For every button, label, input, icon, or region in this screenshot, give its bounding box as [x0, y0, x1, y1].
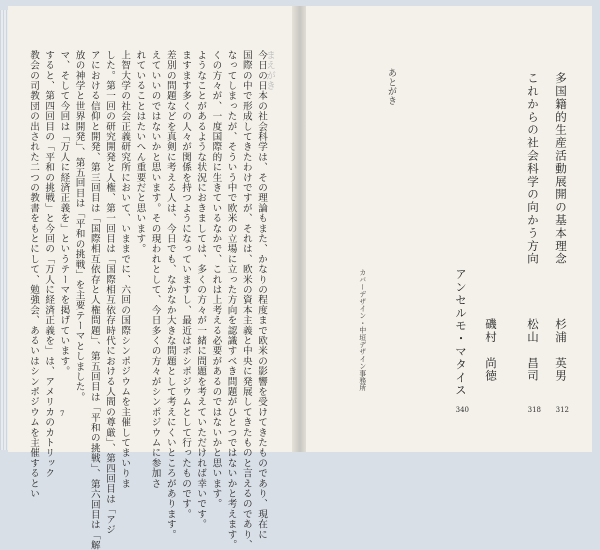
text-column: くの方々が、一度国際的に生きているなかで、これは上考える必要があるのではないかと思います。 — [210, 50, 222, 509]
right-page — [306, 6, 592, 452]
chapter-heading-left: まえがき — [264, 50, 275, 91]
text-column: ますます多くの人々が関係を持つようになっていますし、最近はポシポジウムとして行ったものです。 — [180, 50, 191, 520]
text-column: マ、そして今回は「万人に経済正義を」というテーマを掲げています。 — [58, 50, 70, 377]
contents-page-number: 312 — [555, 406, 569, 414]
text-column: 差別の問題などを真剣に考える人は、今日でも、なかなか大きな問題として考えにくいところがあります。 — [164, 50, 176, 540]
contents-author: 松山 昌司 — [526, 318, 540, 383]
contents-title: 多国籍的生産活動展開の基本理念 — [554, 72, 568, 266]
page-number: 7 — [60, 410, 65, 418]
contents-author: 磯村 尚徳 — [484, 318, 498, 383]
left-page — [8, 6, 294, 550]
text-column: 国際の中で形成してきたわけですが、それは、欧米の資本主義と中央に発展してきたものと言えるのであり、 — [240, 50, 252, 550]
text-column: れていることはたいへん重要だと思います。 — [134, 50, 146, 254]
contents-page-number: 318 — [527, 406, 541, 414]
contents-title: これからの社会科学の向かう方向 — [526, 72, 540, 266]
text-column: 今日の日本の社会科学は、その理論もまた、かなりの程度まで欧米の影響を受けてきたものであり、現在に — [256, 50, 267, 540]
contents-author: 杉浦 英男 — [554, 318, 568, 383]
design-credit: カバーデザイン・中垣デザイン事務所 — [357, 269, 366, 392]
contents-author: アンセルモ・マタイス — [454, 268, 468, 397]
text-column: 上智大学の社会正義研究所において、いままでに、六回の国際シンポジウムを主催してまいりま — [119, 50, 131, 489]
text-column: えていいのではないかと思います。その現われとして、今日多くの方々がシンポジウムに参加さ — [149, 50, 161, 489]
text-column: 教会の司教団の出された二つの教書をもとにして、勉強会、あるいはシンポジウムを主催するとい — [28, 50, 39, 499]
text-column: 放の神学と世界開発」、第五回目は「平和の挑戦」を主要テーマとしました。 — [73, 50, 85, 403]
text-column: すると、第四回目の「平和の挑戦」と今回の「万人に経済正義を」は、アメリカのカトリック — [43, 50, 55, 479]
afterword-heading: あとがき — [386, 68, 396, 106]
contents-page-number: 340 — [455, 406, 469, 414]
text-column: アにおける信仰と開発、第三回目は「国際相互依存と人権問題」、第五回目は「平和の挑戦」、第六回目は「解 — [88, 50, 100, 550]
text-column: なってしまったが、そういう中で欧米の立場に立った方向を認識すべき問題がひとつではないかと考えます。 — [225, 50, 237, 550]
text-column: した。第一回の研究開発と人権、第一回目は「国際相互依存時代における人間の尊厳」、第四回目は「アジ — [104, 50, 115, 535]
text-column: ようなことがあるような状況におきましては、多くの方々が一緒に問題を考えていただければ幸いです。 — [195, 50, 207, 530]
